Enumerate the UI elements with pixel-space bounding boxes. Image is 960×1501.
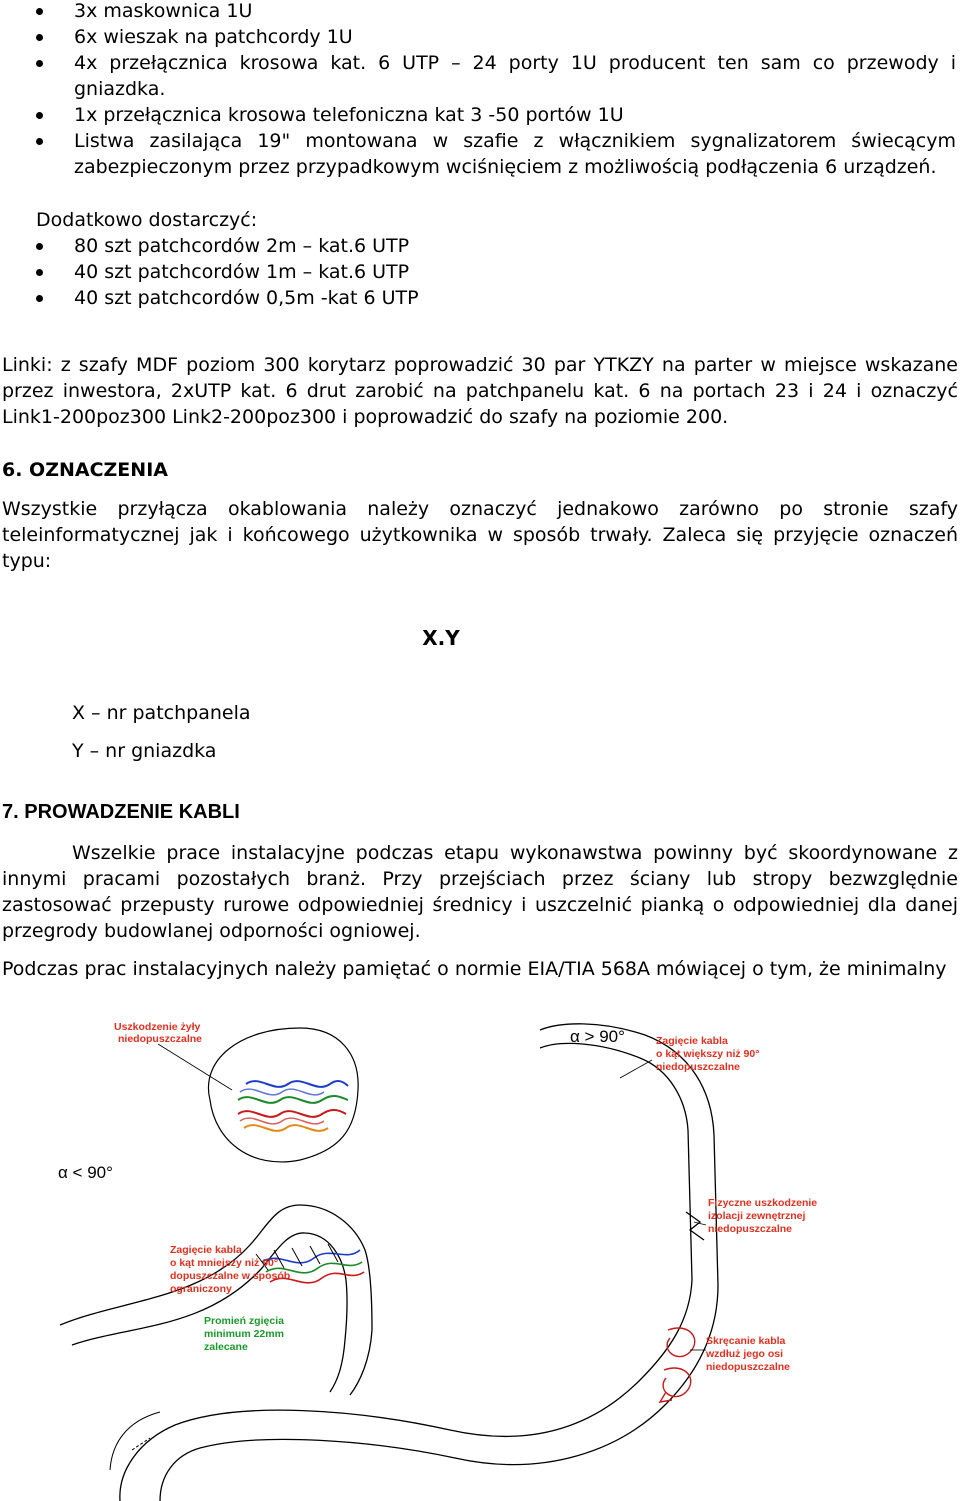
label-physical-2: izolacji zewnętrznej [708,1210,806,1222]
label-bend-lt-4: ograniczony [170,1283,232,1295]
list-item: Listwa zasilająca 19" montowana w szafie z włącznikiem sygnalizatorem świecącym zabezpieczonym przez przypadkowym wciśnięciem z możliwością podłączenia 6 urządzeń. [0,128,956,180]
cable-tube [60,1024,718,1501]
legend-y: Y – nr gniazdka [72,740,217,762]
label-twist-2: wzdłuż jego osi [706,1348,784,1360]
label-radius-3: zalecane [204,1341,248,1353]
patchcord-list [0,233,956,311]
equipment-list [0,0,956,180]
label-twist-1: Skręcanie kabla [706,1335,786,1347]
bullet-icon [36,8,43,15]
wire-magnifier [208,1028,358,1162]
damage-mark [686,1212,704,1240]
label-radius-1: Promień zgięcia [204,1315,284,1327]
extra-supply-title: Dodatkowo dostarczyć: [36,209,258,231]
label-core-damage-2: niedopuszczalne [118,1033,203,1045]
bullet-icon [36,269,43,276]
section-6-heading: 6. OZNACZENIA [2,459,168,481]
bullet-icon [36,34,43,41]
section-7-paragraph-2: Podczas prac instalacyjnych należy pamiętać o normie EIA/TIA 568A mówiącej o tym, że minimalny [2,958,947,980]
legend-x: X – nr patchpanela [72,702,251,724]
links-paragraph: Linki: z szafy MDF poziom 300 korytarz poprowadzić 30 par YTKZY na parter w miejsce wskazane przez inwestora, 2xUTP kat. 6 drut zarobić na patchpanelu kat. 6 na portach 23 i 24 i oznaczyć Link1-200poz300 Link2-200poz300 i poprowadzić do szafy na poziomie 200. [2,354,958,428]
label-code: X.Y [422,626,460,650]
list-item: 1x przełącznica krosowa telefoniczna kat 3 -50 portów 1U [0,102,956,128]
label-twist-3: niedopuszczalne [706,1361,791,1373]
angle-gt-label: α > 90° [570,1027,625,1046]
section-6-paragraph: Wszystkie przyłącza okablowania należy oznaczyć jednakowo zarówno po stronie szafy teleinformatycznej jak i końcowego użytkownika w sposób trwały. Zaleca się przyjęcie oznaczeń typu: [2,498,958,572]
label-physical-1: Fizyczne uszkodzenie [708,1197,818,1209]
list-item: 40 szt patchcordów 1m – kat.6 UTP [0,259,956,285]
list-item: 80 szt patchcordów 2m – kat.6 UTP [0,233,956,259]
list-item: 6x wieszak na patchcordy 1U [0,24,956,50]
label-bend-lt-2: o kąt mniejszy niż 90° [170,1257,279,1269]
cable-bending-diagram [0,1000,960,1501]
angle-lt-label: α < 90° [58,1163,113,1182]
list-item: 3x maskownica 1U [0,0,956,24]
label-physical-3: niedopuszczalne [708,1223,793,1235]
bullet-icon [36,295,43,302]
section-7-heading: 7. PROWADZENIE KABLI [2,801,240,823]
section-7-paragraph: Wszelkie prace instalacyjne podczas etapu wykonawstwa powinny być skoordynowane z innymi pracami pozostałych branż. Przy przejściach przez ściany lub stropy bezwzględnie zastosować przepusty rurowe odpowiedniej średnicy i uszczelnić pianką o odpowiedniej dla danej przegrody budowlanej odporności ogniowej. [2,842,958,942]
bullet-icon [36,243,43,250]
bullet-icon [36,112,43,119]
label-bend-gt-3: niedopuszczalne [656,1061,741,1073]
label-bend-gt-2: o kąt większy niż 90° [656,1048,760,1060]
label-core-damage-1: Uszkodzenie żyły [114,1021,201,1033]
label-bend-gt-1: Zagięcie kabla [656,1035,728,1047]
label-bend-lt-1: Zagięcie kabla [170,1244,242,1256]
bullet-icon [36,138,43,145]
radius-marker [110,1412,160,1470]
label-radius-2: minimum 22mm [204,1328,284,1340]
list-item: 4x przełącznica krosowa kat. 6 UTP – 24 porty 1U producent ten sam co przewody i gniazdka. [0,50,956,102]
list-item: 40 szt patchcordów 0,5m -kat 6 UTP [0,285,956,311]
label-bend-lt-3: dopuszczalne w sposób [170,1270,291,1282]
bullet-icon [36,60,43,67]
